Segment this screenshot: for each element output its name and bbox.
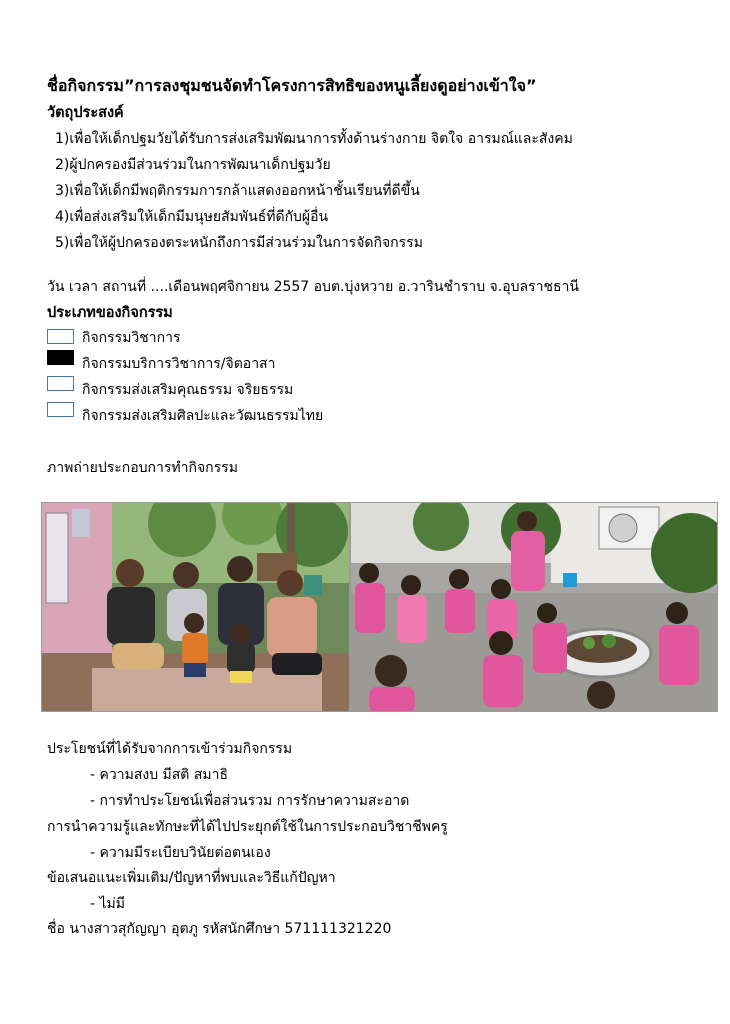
checkbox-morality-ethics[interactable]	[47, 376, 74, 391]
benefits-heading: ประโยชน์ที่ได้รับจากการเข้าร่วมกิจกรรม	[47, 741, 293, 757]
objectives-heading: วัตถุประสงค์	[47, 105, 124, 121]
objective-item: 3)เพื่อให้เด็กมีพฤติกรรมการกล้าแสดงออกหน้าชั้นเรียนที่ดีขึ้น	[55, 183, 420, 199]
watering-photo-image	[351, 503, 718, 712]
objective-item: 5)เพื่อให้ผู้ปกครองตระหนักถึงการมีส่วนร่วมในการจัดกิจกรรม	[55, 235, 423, 251]
document-title: ชื่อกิจกรรม”การลงชุมชนจัดทำโครงการสิทธิของหนูเลี้ยงดูอย่างเข้าใจ”	[47, 76, 537, 95]
checkbox-academic[interactable]	[47, 329, 74, 344]
application-heading: การนำความรู้และทักษะที่ได้ไปประยุกต์ใช้ในการประกอบวิชาชีพครู	[47, 819, 448, 835]
student-signature: ชื่อ นางสาวสุกัญญา อุตภู รหัสนักศึกษา 571111321220	[47, 921, 392, 937]
benefit-item: - ความสงบ มีสติ สมาธิ	[90, 767, 229, 783]
activity-type-label: กิจกรรมบริการวิชาการ/จิตอาสา	[82, 356, 276, 372]
group-photo	[41, 502, 350, 712]
activity-type-heading: ประเภทของกิจกรรม	[47, 305, 173, 321]
suggestion-heading: ข้อเสนอแนะเพิ่มเติม/ปัญหาที่พบและวิธีแก้ปัญหา	[47, 870, 336, 886]
datetime-place: วัน เวลา สถานที่ ....เดือนพฤศจิกายน 2557 อบต.บุ่งหวาย อ.วารินชำราบ จ.อุบลราชธานี	[47, 279, 579, 295]
checkbox-academic-service-volunteer[interactable]	[47, 350, 74, 365]
activity-type-label: กิจกรรมส่งเสริมคุณธรรม จริยธรรม	[82, 382, 294, 398]
objective-item: 4)เพื่อส่งเสริมให้เด็กมีมนุษยสัมพันธ์ที่ดีกับผู้อื่น	[55, 209, 329, 225]
activity-type-label: กิจกรรมวิชาการ	[82, 330, 181, 346]
objective-item: 1)เพื่อให้เด็กปฐมวัยได้รับการส่งเสริมพัฒนาการทั้งด้านร่างกาย จิตใจ อารมณ์และสังคม	[55, 131, 573, 147]
activity-type-label: กิจกรรมส่งเสริมศิลปะและวัฒนธรรมไทย	[82, 408, 324, 424]
photos-heading: ภาพถ่ายประกอบการทำกิจกรรม	[47, 460, 238, 476]
watering-photo	[350, 502, 718, 712]
application-item: - ความมีระเบียบวินัยต่อตนเอง	[90, 845, 271, 861]
group-photo-image	[42, 503, 350, 712]
objective-item: 2)ผู้ปกครองมีส่วนร่วมในการพัฒนาเด็กปฐมวัย	[55, 157, 331, 173]
benefit-item: - การทำประโยชน์เพื่อส่วนรวม การรักษาความสะอาด	[90, 793, 410, 809]
suggestion-item: - ไม่มี	[90, 896, 125, 912]
checkbox-thai-arts-culture[interactable]	[47, 402, 74, 417]
